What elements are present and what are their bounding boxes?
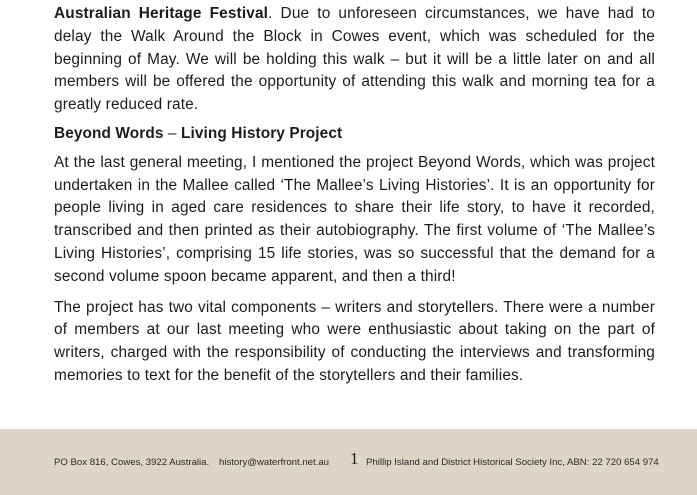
paragraph-text: . Due to unforeseen circumstances, we have had to delay the Walk Around the Block in Cowes event, which was scheduled for the beginning of May. We will be holding this walk – but it will be a little later on and all members will be offered the opportunity of attending this walk and morning tea for a greatly reduced rate. — [54, 5, 655, 114]
paragraph-lead-title: Australian Heritage Festival — [54, 5, 269, 22]
heading-title: Beyond Words — [54, 124, 164, 142]
paragraph-heritage-festival — [54, 3, 655, 117]
footer-email: history@waterfront.net.au — [219, 457, 329, 468]
footer-address: PO Box 816, Cowes, 3922 Australia. — [54, 457, 210, 468]
document-body — [54, 3, 655, 388]
page-footer — [0, 429, 697, 495]
heading-dash: – — [163, 124, 181, 142]
page-number: 1 — [350, 449, 359, 468]
heading-subtitle: Living History Project — [180, 124, 343, 142]
footer-society: Phillip Island and District Historical Society Inc, ABN: 22 720 654 974 — [366, 457, 659, 468]
section-heading — [54, 123, 655, 146]
paragraph-project-components: The project has two vital components – writers and storytellers. There were a number of members at our last meeting who were enthusiastic about taking on the part of writers, charged with the responsibility of conducting the interviews and transforming memories to text for the benefit of the storytellers and their families. — [54, 298, 655, 384]
paragraph-beyond-words: At the last general meeting, I mentioned the project Beyond Words, which was project undertaken in the Mallee called ‘The Mallee’s Living Histories’. It is an opportunity for people living in aged care residences to share their life story, to have it recorded, transcribed and then printed as their autobiography. The first volume of ‘The Mallee’s Living Histories’, comprising 15 life stories, was so successful that the demand for a second volume spoon became apparent, and then a third! — [54, 153, 655, 285]
